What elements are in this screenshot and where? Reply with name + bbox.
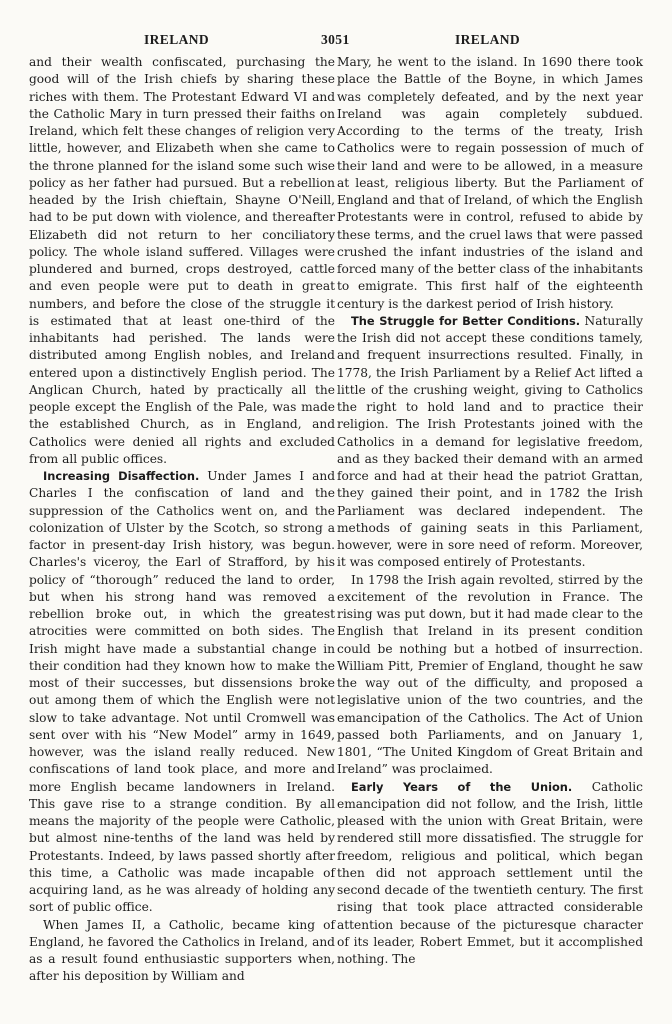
paragraph: In 1798 the Irish again revolted, stirred by the excitement of the revolution in France. The rising was put down, but it had made clear to the English that Ireland in its present condition could be nothing but a hotbed of insurrection. William Pitt, Premier of England, thought he saw the way out of the difficulty, and proposed a legislative union of the two countries, and the emancipation of the Catholics. The Act of Union passed both Parliaments, and on January 1, 1801, “The United Kingdom of Great Britain and Ireland” was proclaimed. [337,572,643,777]
paragraph [337,313,643,572]
header-right-title: IRELAND [455,32,521,47]
header-left-title: IRELAND [144,32,210,47]
section-heading: Early Years of the Union. [351,779,573,794]
paragraph: Mary, he went to the island. In 1690 there took place the Battle of the Boyne, in which James was completely defeated, and by the next year Ireland was again completely subdued. According to the terms of the treaty, Irish Catholics were to regain possession of much of their land and were to be allowed, in a measure at least, religious liberty. But the Parliament of England and that of Ireland, of which the English Protestants were in control, refused to abide by these terms, and the cruel laws that were passed crushed the infant industries of the island and forced many of the better class of the inhabitants to emigrate. This first half of the eighteenth century is the darkest period of Irish history. [337,55,643,311]
paragraph: and their wealth confiscated, purchasing the good will of the Irish chiefs by sharing these riches with them. The Protestant Edward VI and the Catholic Mary in turn pressed their faiths on Ireland, which felt these changes of religion very little, however, and Elizabeth when she came to the throne planned for the island some such wise policy as her father had pursued. But a rebellion headed by the Irish chieftain, Shayne O'Neill, had to be put down with violence, and thereafter Elizabeth did not return to her conciliatory policy. The whole island suffered. Villages were plundered and burned, crops destroyed, cattle and even people were put to death in great numbers, and before the close of the struggle it is estimated that at least one-third of the inhabitants had perished. The lands were distributed among English nobles, and Ireland entered upon a distinctively English period. The Anglican Church, hated by practically all the people except the English of the Pale, was made the established Church, as in England, and Catholics were denied all rights and excluded from all public offices. [29,55,335,466]
paragraph [337,779,643,969]
section-heading: The Struggle for Better Conditions. [351,313,581,328]
paragraph-text: Naturally the Irish did not accept these conditions tamely, and frequent insurrections resulted. Finally, in 1778, the Irish Parliament by a Relief Act lifted a little of the crushing weight, giving to Catholics the right to hold land and to practice their religion. The Irish Protestants joined with the Catholics in a demand for legislative freedom, and as they backed their demand with an armed force and had at their head the patriot Grattan, they gained their point, and in 1782 the Irish Parliament was declared independent. The methods of gaining seats in this Parliament, however, were in sore need of reform. Moreover, it was composed entirely of Protestants. [337,313,644,570]
paragraph [29,468,335,917]
page-number: 3051 [321,32,350,47]
right-column [337,54,643,968]
paragraph-text: Under James I and Charles I the confiscation of land and the suppression of the Catholics went on, and the colonization of Ulster by the Scotch, so strong a factor in present-day Irish history, was begun. Charles's viceroy, the Earl of Strafford, by his policy of “thorough” reduced the land to order, but when his strong hand was removed a rebellion broke out, in which the greatest atrocities were committed on both sides. The Irish might have made a substantial change in their condition had they known how to make the most of their successes, but dissensions broke out among them of which the English were not slow to take advantage. Not until Cromwell was sent over with his “New Model” army in 1649, however, was the island really reduced. New confiscations of land took place, and more and more English became landowners in Ireland. This gave rise to a strange condition. By all means the majority of the people were Catholic, but almost nine-tenths of the land was held by Protestants. Indeed, by laws passed shortly after this time, a Catholic was made incapable of acquiring land, as he was already of holding any sort of public office. [29,469,335,915]
left-column [29,54,335,986]
paragraph-text: Catholic emancipation did not follow, and the Irish, little pleased with the union with Great Britain, were rendered still more dissatisfied. The struggle for freedom, religious and political, which began then did not approach settlement until the second decade of the twentieth century. The first rising that took place attracted considerable attention because of the picturesque character of its leader, Robert Emmet, but it accomplished nothing. The [337,779,644,966]
paragraph: When James II, a Catholic, became king of England, he favored the Catholics in Ireland, and as a result found enthusiastic supporters when, after his deposition by William and [29,917,335,984]
running-header [0,32,672,50]
section-heading: Increasing Disaffection. [43,469,200,483]
